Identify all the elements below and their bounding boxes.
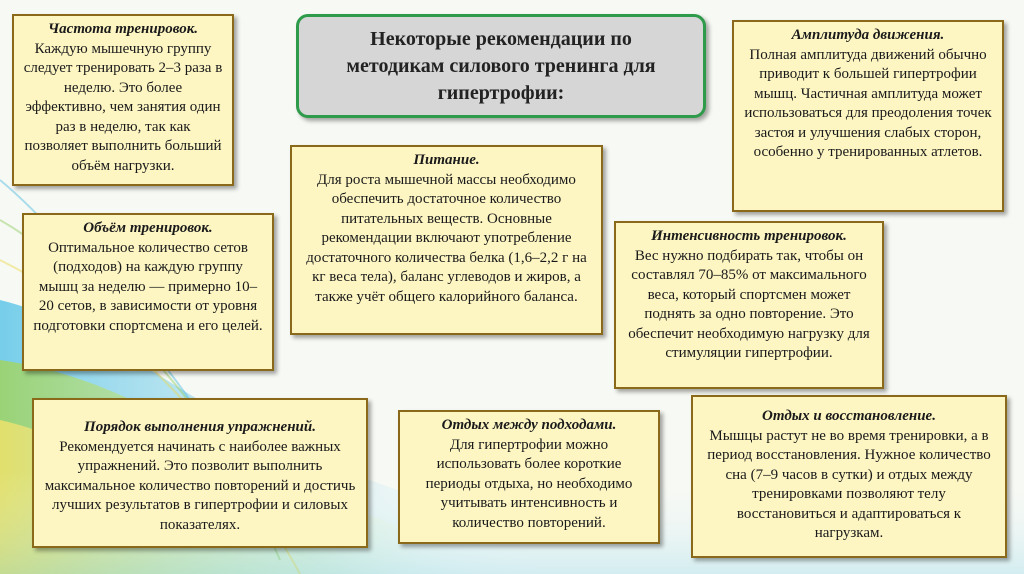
card-rest-sets-title: Отдых между подходами. [441,417,617,433]
card-order-title: Порядок выполнения упражнений. [84,419,316,435]
card-frequency-title: Частота тренировок. [47,21,199,37]
card-volume-text: Оптимальное количество сетов (подходов) на каждую группу мышц за неделю — примерно 10–20 сетов, в зависимости от уровня подготовки спортсмена и его целей. [33,239,263,334]
card-amplitude-text: Полная амплитуда движений обычно приводит к большей гипертрофии мышц. Частичная амплитуда может использоваться для преодоления точек застоя и улучшения слабых сторон, особенно у тренированных атлетов. [744,46,992,160]
card-frequency-text: Каждую мышечную группу следует тренировать 2–3 раза в неделю. Это более эффективно, чем занятия один раз в неделю, так как позволяет выполнить больший объём нагрузки. [23,40,223,174]
card-intensity-text: Вес нужно подбирать так, чтобы он составлял 70–85% от максимального веса, который спортсмен может поднять за одно повторение. Это обеспечит необходимую нагрузку для стимуляции гипертрофии. [628,247,870,361]
card-intensity-title: Интенсивность тренировок. [651,228,847,244]
card-frequency [12,14,234,186]
card-rest-sets-text: Для гипертрофии можно использовать более короткие периоды отдыха, но необходимо учитывать интенсивность и количество повторений. [425,436,633,531]
card-nutrition [290,145,603,335]
slide-title: Некоторые рекомендации по методикам силового тренинга для гипертрофии: [296,14,706,118]
card-nutrition-title: Питание. [413,152,480,168]
card-order [32,398,368,548]
card-order-text: Рекомендуется начинать с наиболее важных упражнений. Это позволит выполнить максимальное количество повторений и достичь лучших результатов в гипертрофии и силовых показателях. [44,438,356,533]
card-volume [22,213,274,371]
card-recovery [691,395,1007,558]
card-amplitude [732,20,1004,212]
card-volume-title: Объём тренировок. [83,220,213,236]
card-rest-sets [398,410,660,544]
card-nutrition-text: Для роста мышечной массы необходимо обеспечить достаточное количество питательных веществ. Основные рекомендации включают употребление достаточного количества белка (1,6–2,2 г на кг веса тела), баланс углеводов и жиров, а также учёт общего калорийного баланса. [306,171,587,305]
card-recovery-text: Мышцы растут не во время тренировки, а в период восстановления. Нужное количество сна (7–9 часов в сутки) и отдых между тренировками позволяют телу восстановиться и адаптироваться к нагрузкам. [707,427,991,541]
card-amplitude-title: Амплитуда движения. [791,27,945,43]
card-intensity [614,221,884,389]
card-recovery-title: Отдых и восстановление. [762,408,936,424]
